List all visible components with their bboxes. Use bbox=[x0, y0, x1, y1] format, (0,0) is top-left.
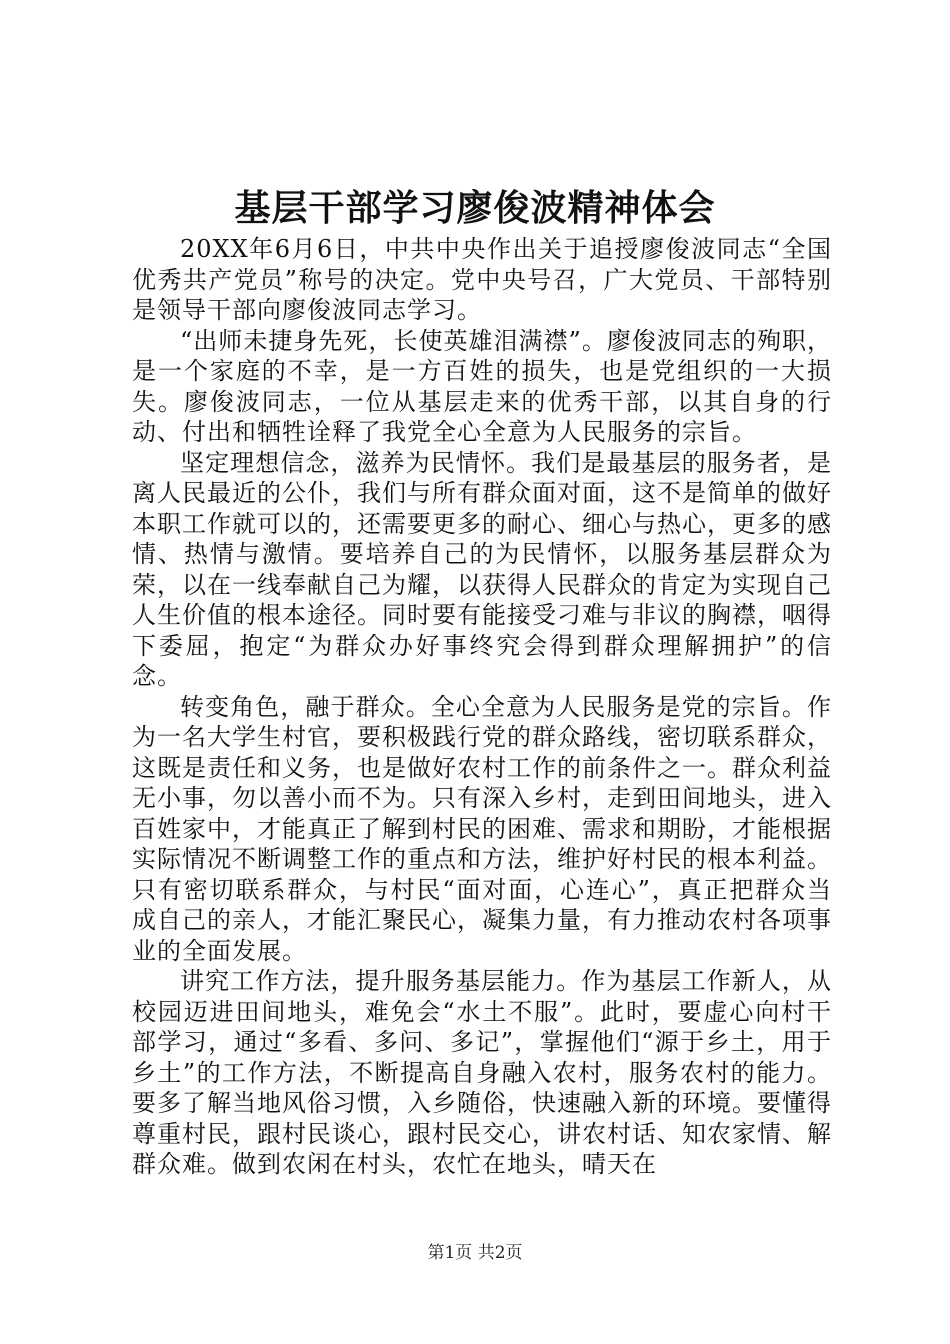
page-title: 基层干部学习廖俊波精神体会 bbox=[234, 187, 716, 229]
paragraph-3: 坚定理想信念，滋养为民情怀。我们是最基层的服务者，是离人民最近的公仆，我们与所有群众面对面，这不是简单的做好本职工作就可以的，还需要更多的耐心、细心与热心，更多的感情、热情与激情。要培养自己的为民情怀，以服务基层群众为荣，以在一线奉献自己为耀，以获得人民群众的肯定为实现自己人生价值的根本途径。同时要有能接受刁难与非议的胸襟，咽得下委屈，抱定“为群众办好事终究会得到群众理解拥护”的信念。 bbox=[132, 448, 832, 690]
page-number-footer: 第1页 共2页 bbox=[427, 1243, 523, 1263]
paragraph-5: 讲究工作方法，提升服务基层能力。作为基层工作新人，从校园迈进田间地头，难免会“水土不服”。此时，要虚心向村干部学习，通过“多看、多问、多记”，掌握他们“源于乡土，用于乡土”的工作方法，不断提高自身融入农村，服务农村的能力。要多了解当地风俗习惯，入乡随俗，快速融入新的环境。要懂得尊重村民，跟村民谈心，跟村民交心，讲农村话、知农家情、解群众难。做到农闲在村头，农忙在地头，晴天在 bbox=[132, 967, 832, 1178]
document-body bbox=[132, 234, 832, 1180]
paragraph-1: 20XX年6月6日，中共中央作出关于追授廖俊波同志“全国优秀共产党员”称号的决定。党中央号召，广大党员、干部特别是领导干部向廖俊波同志学习。 bbox=[132, 235, 832, 324]
paragraph-4: 转变角色，融于群众。全心全意为人民服务是党的宗旨。作为一名大学生村官，要积极践行党的群众路线，密切联系群众，这既是责任和义务，也是做好农村工作的前条件之一。群众利益无小事，勿以善小而不为。只有深入乡村，走到田间地头，进入百姓家中，才能真正了解到村民的困难、需求和期盼，才能根据实际情况不断调整工作的重点和方法，维护好村民的根本利益。只有密切联系群众，与村民“面对面，心连心”，真正把群众当成自己的亲人，才能汇聚民心，凝集力量，有力推动农村各项事业的全面发展。 bbox=[132, 692, 832, 965]
paragraph-2: “出师未捷身先死，长使英雄泪满襟”。廖俊波同志的殉职，是一个家庭的不幸，是一方百姓的损失，也是党组织的一大损失。廖俊波同志，一位从基层走来的优秀干部，以其自身的行动、付出和牺牲诠释了我党全心全意为人民服务的宗旨。 bbox=[132, 326, 832, 446]
